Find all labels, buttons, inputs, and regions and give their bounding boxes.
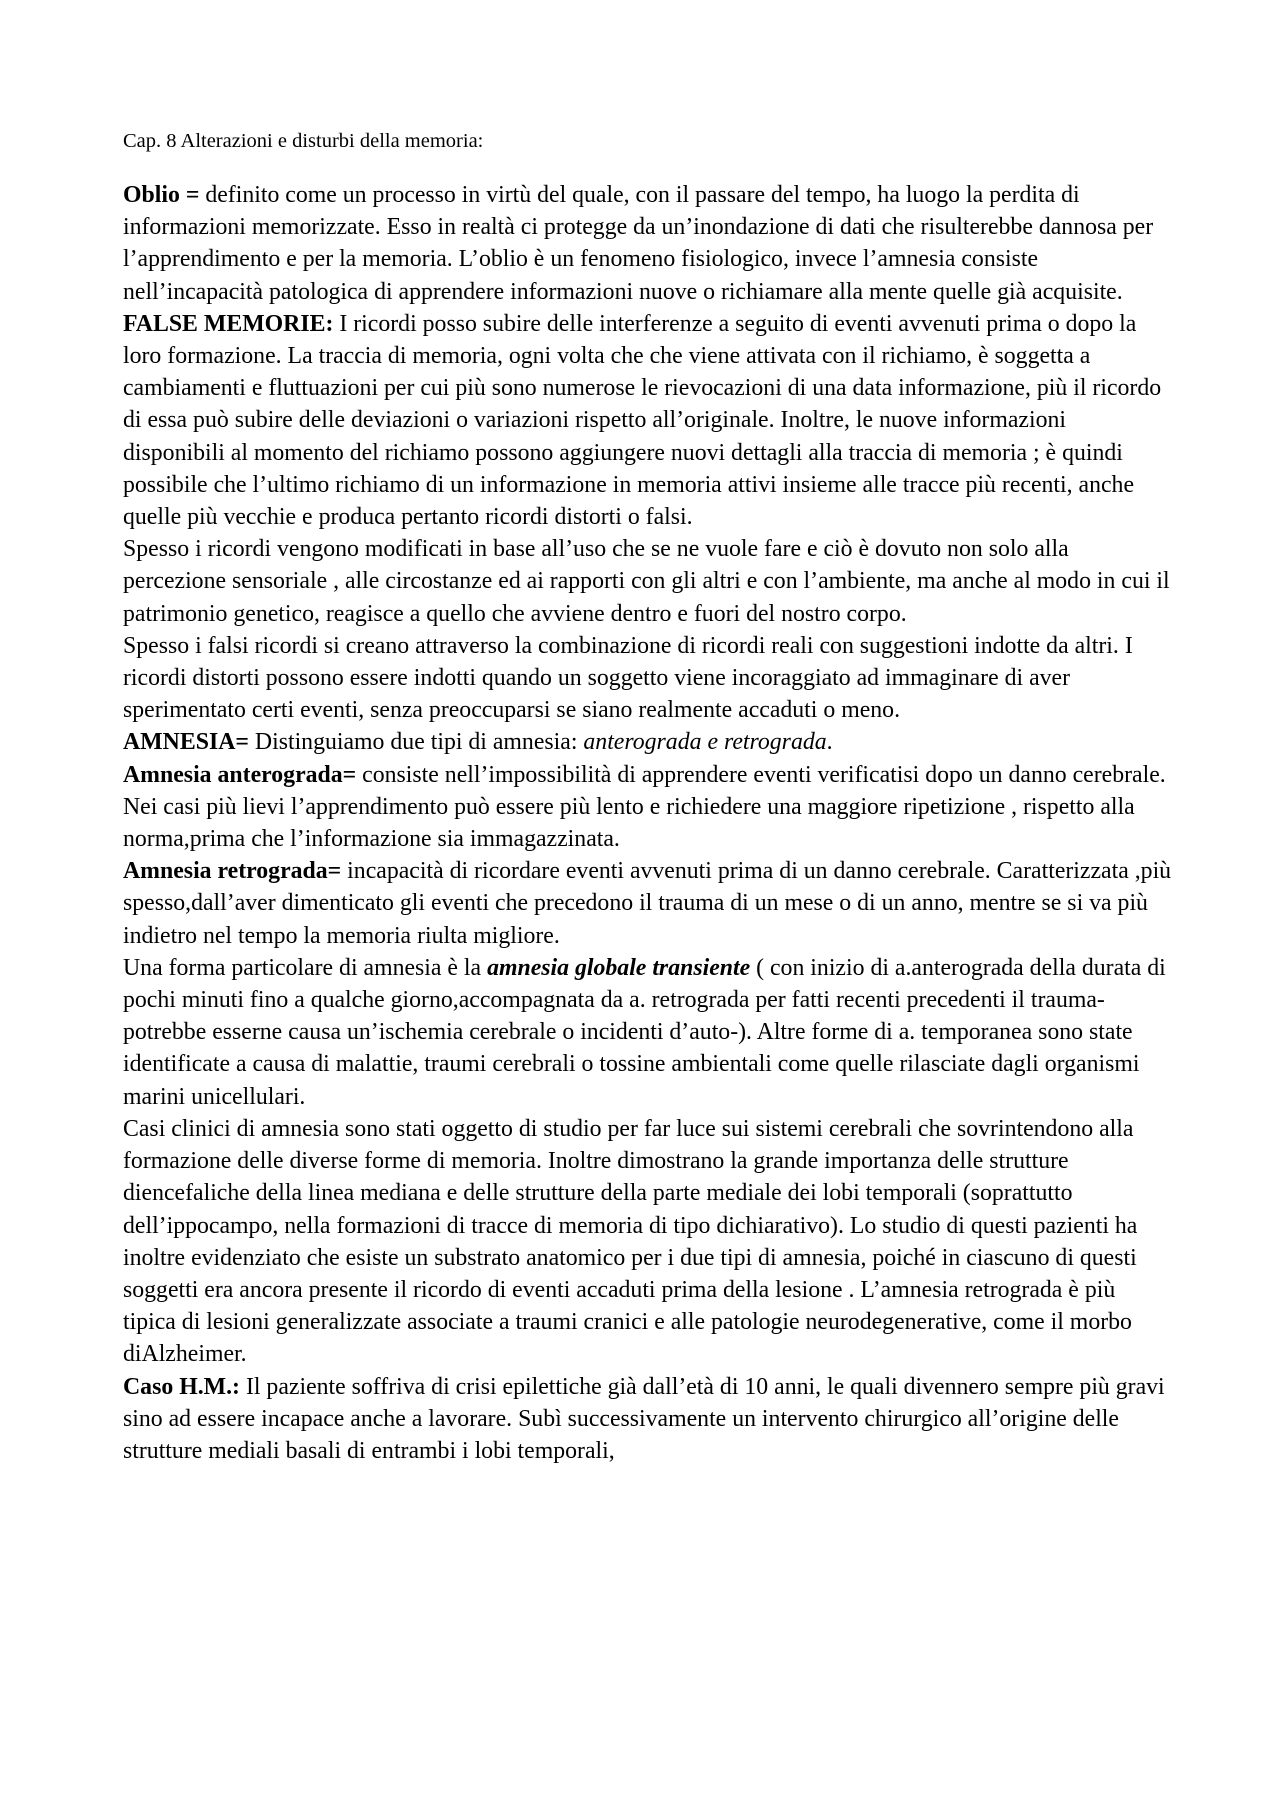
paragraph-false-memorie: [123, 308, 1173, 533]
term-oblio: Oblio =: [123, 182, 200, 208]
amnesia-types: anterograda e retrograda: [583, 729, 827, 756]
paragraph-caso-hm: [123, 1371, 1173, 1468]
term-false-memorie: FALSE MEMORIE:: [123, 310, 334, 337]
text-globale-post: ( con inizio di a.anterograda della durata di pochi minuti fino a qualche giorno,accompagnata da a. retrograda per fatti recenti precedenti il trauma-potrebbe esserne causa un’ischemia cerebrale o incidenti d’auto-). Altre forme di a. temporanea sono state identificate a causa di malattie, traumi cerebrali o tossine ambientali come quelle rilasciate dagli organismi marini unicellulari.: [123, 954, 1166, 1110]
paragraph-amnesia-anterograda: [123, 759, 1173, 856]
paragraph-oblio: [123, 179, 1173, 308]
amnesia-end: .: [826, 729, 833, 756]
text-oblio: definito come un processo in virtù del quale, con il passare del tempo, ha luogo la perdita di informazioni memorizzate. Esso in realtà ci protegge da un’inondazione di dati che risulterebbe dannosa per l’apprendimento e per la memoria. L’oblio è un fenomeno fisiologico, invece l’amnesia consiste nell’incapacità patologica di apprendere informazioni nuove o richiamare alla mente quelle già acquisite.: [123, 182, 1154, 305]
text-amnesia-anterograda: consiste nell’impossibilità di apprendere eventi verificatisi dopo un danno cerebrale. Nei casi più lievi l’apprendimento può essere più lento e richiedere una maggiore ripetizione , rispetto alla norma,prima che l’informazione sia immagazzinata.: [123, 761, 1166, 853]
document-page: [123, 125, 1173, 1467]
text-amnesia: Distinguiamo due tipi di amnesia:: [248, 729, 584, 756]
text-caso-hm: Il paziente soffriva di crisi epilettiche già dall’età di 10 anni, le quali divennero sempre più gravi sino ad essere incapace anche a lavorare. Subì successivamente un intervento chirurgico all’origine delle strutture mediali basali di entrambi i lobi temporali,: [123, 1373, 1165, 1464]
term-amnesia-anterograda: Amnesia anterograda=: [123, 761, 357, 788]
text-amnesia-retrograda: incapacità di ricordare eventi avvenuti prima di un danno cerebrale. Caratterizzata ,più spesso,dall’aver dimenticato gli eventi che precedono il trauma di un mese o di un anno, mentre se si va più indietro nel tempo la memoria riulta migliore.: [123, 858, 1172, 949]
term-amnesia-globale: amnesia globale transiente: [487, 954, 751, 981]
chapter-title: Cap. 8 Alterazioni e disturbi della memoria:: [123, 130, 484, 152]
paragraph-spesso-falsi: Spesso i falsi ricordi si creano attraverso la combinazione di ricordi reali con suggestioni indotte da altri. I ricordi distorti possono essere indotti quando un soggetto viene incoraggiato ad immaginare di aver sperimentato certi eventi, senza preoccuparsi se siano realmente accaduti o meno.: [123, 632, 1133, 724]
paragraph-amnesia-globale: [123, 952, 1173, 1113]
text-false-memorie: I ricordi posso subire delle interferenze a seguito di eventi avvenuti prima o dopo la loro formazione. La traccia di memoria, ogni volta che che viene attivata con il richiamo, è soggetta a cambiamenti e fluttuazioni per cui più sono numerose le rievocazioni di una data informazione, più il ricordo di essa può subire delle deviazioni o variazioni rispetto all’originale. Inoltre, le nuove informazioni disponibili al momento del richiamo possono aggiungere nuovi dettagli alla traccia di memoria ; è quindi possibile che l’ultimo richiamo di un informazione in memoria attivi insieme alle tracce più recenti, anche quelle più vecchie e produca pertanto ricordi distorti o falsi.: [123, 310, 1162, 531]
paragraph-casi-clinici: Casi clinici di amnesia sono stati oggetto di studio per far luce sui sistemi cerebrali che sovrintendono alla formazione delle diverse forme di memoria. Inoltre dimostrano la grande importanza delle strutture diencefaliche della linea mediana e delle strutture della parte mediale dei lobi temporali (soprattutto dell’ippocampo, nella formazioni di tracce di memoria di tipo dichiarativo). Lo studio di questi pazienti ha inoltre evidenziato che esiste un substrato anatomico per i due tipi di amnesia, poiché in ciascuno di questi soggetti era ancora presente il ricordo di eventi accaduti prima della lesione . L’amnesia retrograda è più tipica di lesioni generalizzate associate a traumi cranici e alle patologie neurodegenerative, come il morbo diAlzheimer.: [123, 1115, 1138, 1368]
text-globale-pre: Una forma particolare di amnesia è la: [123, 954, 488, 981]
paragraph-amnesia: [123, 726, 1173, 758]
paragraph-spesso-ricordi: Spesso i ricordi vengono modificati in base all’uso che se ne vuole fare e ciò è dovuto non solo alla percezione sensoriale , alle circostanze ed ai rapporti con gli altri e con l’ambiente, ma anche al modo in cui il patrimonio genetico, reagisce a quello che avviene dentro e fuori del nostro corpo.: [123, 536, 1170, 627]
term-amnesia: AMNESIA=: [123, 729, 249, 756]
term-caso-hm: Caso H.M.:: [123, 1373, 240, 1400]
paragraph-amnesia-retrograda: [123, 855, 1173, 952]
term-amnesia-retrograda: Amnesia retrograda=: [123, 858, 342, 885]
